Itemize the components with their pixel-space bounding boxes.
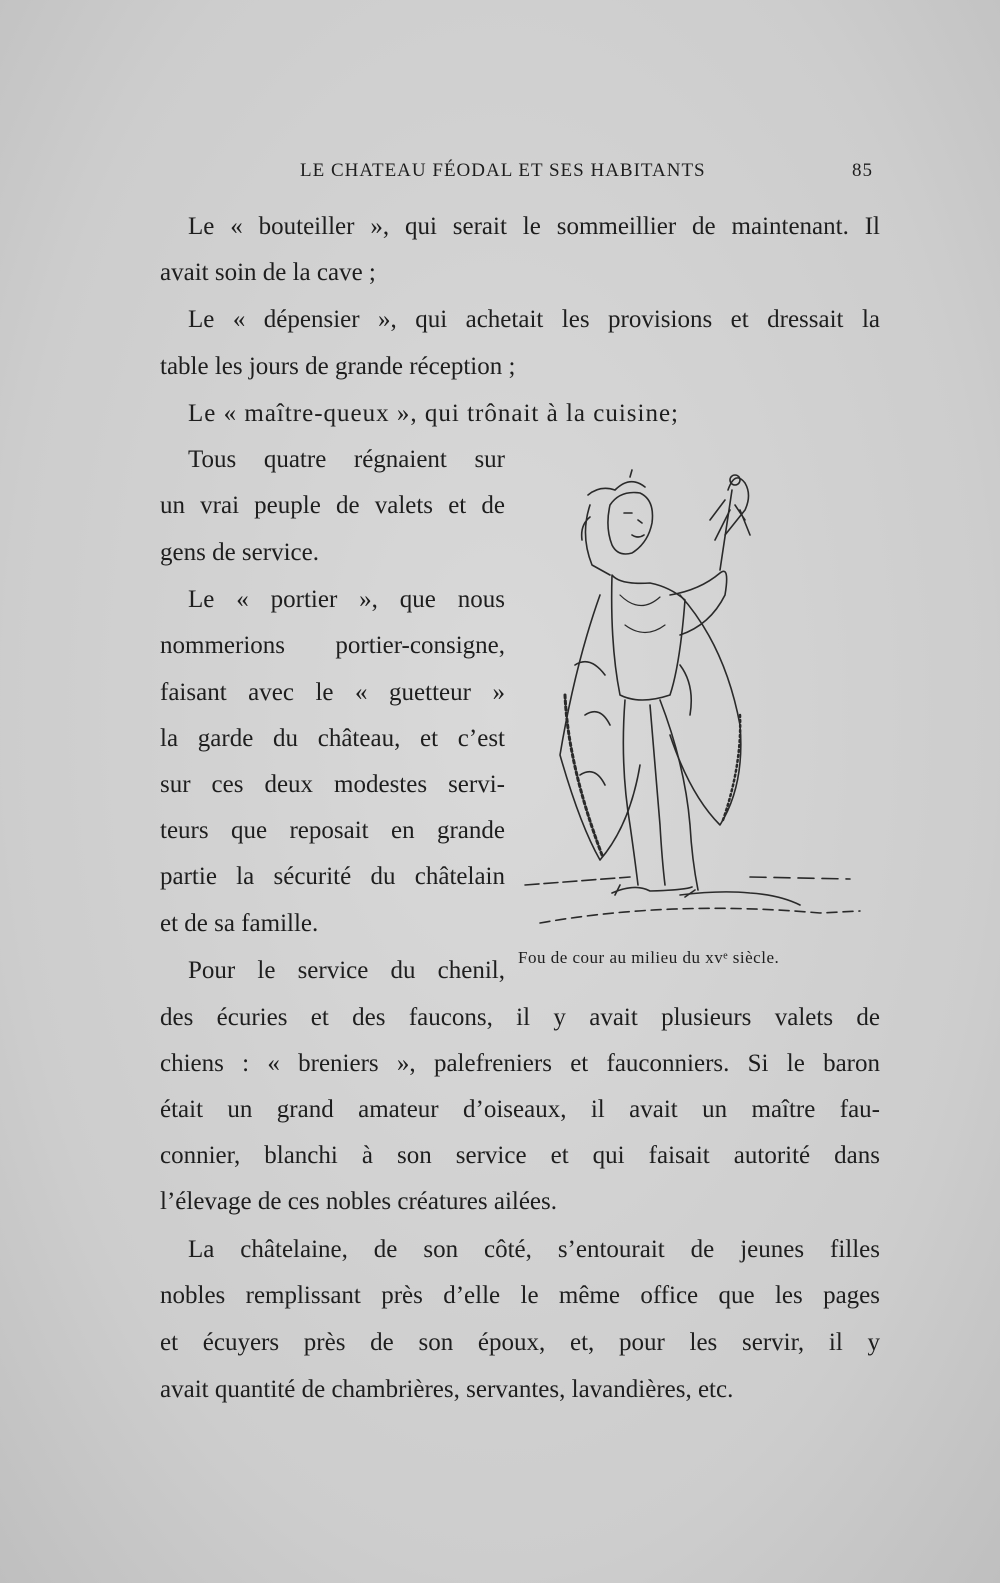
- jester-illustration: [520, 465, 880, 945]
- text-line: et de sa famille.: [160, 910, 319, 937]
- text-line: Le « portier », que nous: [188, 586, 505, 613]
- text-line: La châtelaine, de son côté, s’entourait de jeunes filles: [188, 1236, 880, 1263]
- text-line: l’élevage de ces nobles créatures ailées.: [160, 1188, 558, 1215]
- text-line: avait soin de la cave ;: [160, 259, 376, 286]
- text-line: Tous quatre régnaient sur: [188, 446, 505, 473]
- text-line: Le « dépensier », qui achetait les provisions et dressait la: [188, 306, 880, 333]
- text-line: un vrai peuple de valets et de: [160, 492, 505, 519]
- text-line: faisant avec le « guetteur »: [160, 679, 505, 706]
- text-line: partie la sécurité du châtelain: [160, 863, 505, 890]
- text-line: des écuries et des faucons, il y avait plusieurs valets de: [160, 1004, 880, 1031]
- text-line: table les jours de grande réception ;: [160, 353, 516, 380]
- running-header: [0, 160, 1000, 186]
- running-title: LE CHATEAU FÉODAL ET SES HABITANTS: [300, 160, 706, 181]
- text-line: la garde du château, et c’est: [160, 725, 505, 752]
- text-line: Pour le service du chenil,: [188, 957, 505, 984]
- text-line: teurs que reposait en grande: [160, 817, 505, 844]
- text-line: nobles remplissant près d’elle le même office que les pages: [160, 1282, 880, 1309]
- text-line: gens de service.: [160, 539, 319, 566]
- text-line: chiens : « breniers », palefreniers et fauconniers. Si le baron: [160, 1050, 880, 1077]
- text-line: Le « maître-queux », qui trônait à la cuisine;: [188, 400, 679, 427]
- text-line: connier, blanchi à son service et qui faisait autorité dans: [160, 1142, 880, 1169]
- text-line: avait quantité de chambrières, servantes, lavandières, etc.: [160, 1376, 734, 1403]
- text-line: nommerions portier-consigne,: [160, 632, 505, 659]
- page-number: 85: [852, 160, 873, 181]
- text-line: était un grand amateur d’oiseaux, il avait un maître fau-: [160, 1096, 880, 1123]
- text-line: sur ces deux modestes servi-: [160, 771, 505, 798]
- text-line: Le « bouteiller », qui serait le sommeillier de maintenant. Il: [188, 213, 880, 240]
- figure-caption: Fou de cour au milieu du xvᵉ siècle.: [518, 948, 780, 967]
- text-line: et écuyers près de son époux, et, pour les servir, il y: [160, 1329, 880, 1356]
